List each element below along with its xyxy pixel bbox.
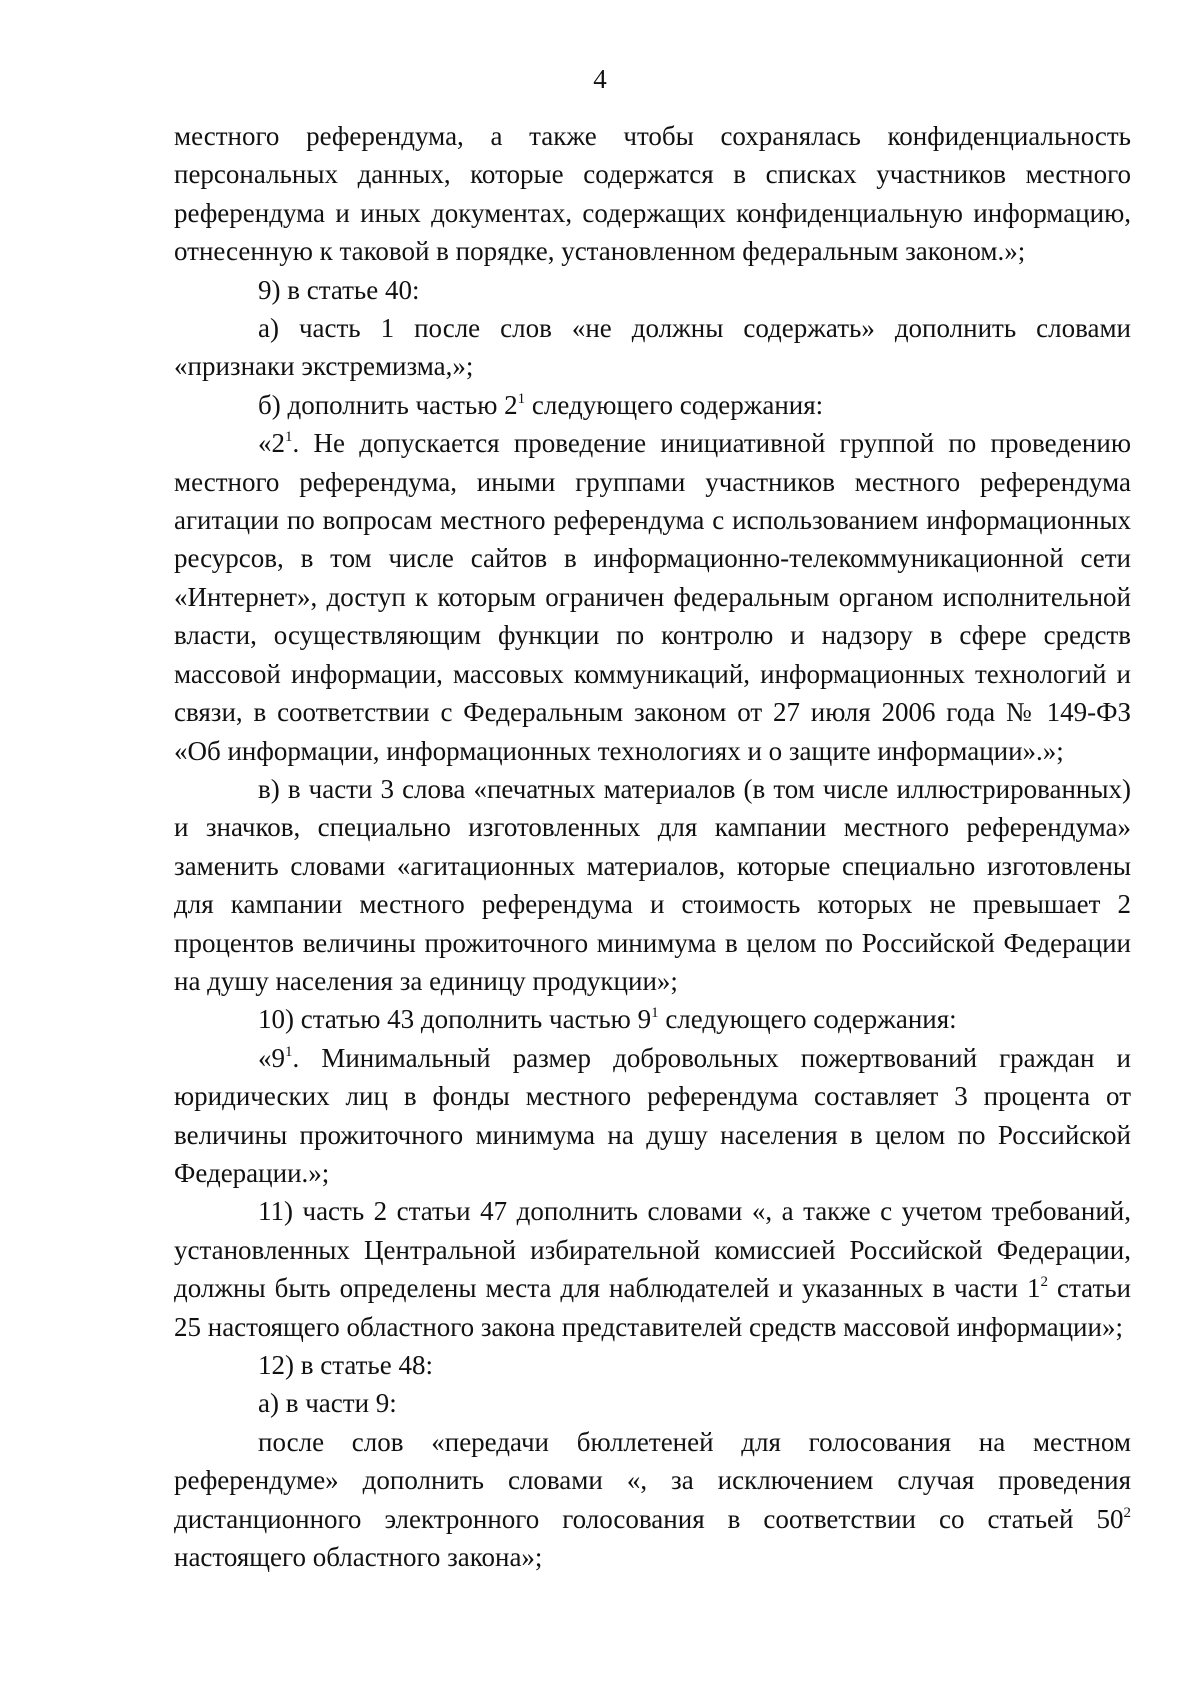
paragraph: [174, 386, 1131, 424]
paragraph-text: б) дополнить частью 2: [258, 389, 518, 420]
paragraph: [174, 1384, 1131, 1422]
document-body: [174, 117, 1131, 1576]
paragraph-text: следующего содержания:: [525, 389, 824, 420]
paragraph-text: а) часть 1 после слов «не должны содержать» дополнить словами «признаки экстремизма,»;: [174, 313, 1131, 382]
superscript: 1: [651, 1005, 659, 1022]
paragraph-text: . Не допускается проведение инициативной группой по проведению местного референдума, иными группами участников местного референдума агитации по вопросам местного референдума с использованием информационных ресурсов, в том числе сайтов в информационно-телекоммуникационной сети «Интернет», доступ к которым ограничен федеральным органом исполнительной власти, осуществляющим функции по контролю и надзору в сфере средств массовой информации, массовых коммуникаций, информационных технологий и связи, в соответствии с Федеральным законом от 27 июля 2006 года № 149-ФЗ «Об информации, информационных технологиях и о защите информации».»;: [174, 428, 1131, 766]
paragraph-text: местного референдума, а также чтобы сохранялась конфиденциальность персональных данных, которые содержатся в списках участников местного референдума и иных документах, содержащих конфиденциальную информацию, отнесенную к таковой в порядке, установленном федеральным законом.»;: [174, 121, 1131, 267]
paragraph: [174, 770, 1131, 1000]
superscript: 1: [285, 1043, 293, 1060]
paragraph-text: 12) в статье 48:: [258, 1350, 433, 1380]
paragraph: [174, 1000, 1131, 1038]
superscript: 2: [1040, 1274, 1049, 1291]
paragraph-text: следующего содержания:: [658, 1004, 957, 1035]
paragraph-text: «2: [258, 428, 285, 459]
paragraph: [174, 1192, 1131, 1346]
paragraph-text: 11) часть 2 статьи 47 дополнить словами «, а также с учетом требований, установленных Центральной избирательной комиссией Российской Федерации, должны быть определены места для наблюдателей и указанных в части 1: [174, 1196, 1131, 1304]
paragraph: [174, 1346, 1131, 1384]
paragraph: [174, 309, 1131, 386]
paragraph-text: «9: [258, 1042, 285, 1073]
paragraph: [174, 424, 1131, 770]
paragraph-text: настоящего областного закона»;: [174, 1542, 543, 1573]
paragraph: [174, 271, 1131, 309]
paragraph-text: . Минимальный размер добровольных пожертвований граждан и юридических лиц в фонды местного референдума составляет 3 процента от величины прожиточного минимума на душу населения в целом по Российской Федерации.»;: [174, 1042, 1131, 1188]
superscript: 2: [1123, 1504, 1131, 1521]
paragraph-text: статьи 25 настоящего областного закона представителей средств массовой информации»;: [174, 1273, 1131, 1342]
paragraph: [174, 1423, 1131, 1577]
superscript: 1: [517, 390, 526, 407]
paragraph-text: 10) статью 43 дополнить частью 9: [258, 1004, 652, 1035]
paragraph-text: 9) в статье 40:: [258, 274, 420, 305]
paragraph: [174, 1039, 1131, 1193]
page-number: 4: [593, 64, 607, 94]
superscript: 1: [285, 429, 293, 446]
paragraph-text: а) в части 9:: [258, 1388, 397, 1419]
paragraph-text: в) в части 3 слова «печатных материалов (в том числе иллюстрированных) и значков, специально изготовленных для кампании местного референдума» заменить словами «агитационных материалов, которые специально изготовлены для кампании местного референдума и стоимость которых не превышает 2 процентов величины прожиточного минимума в целом по Российской Федерации на душу населения за единицу продукции»;: [174, 773, 1131, 996]
paragraph: [174, 117, 1131, 271]
paragraph-text: после слов «передачи бюллетеней для голосования на местном референдуме» дополнить словами «, за исключением случая проведения дистанционного электронного голосования в соответствии со статьей 50: [174, 1426, 1131, 1534]
